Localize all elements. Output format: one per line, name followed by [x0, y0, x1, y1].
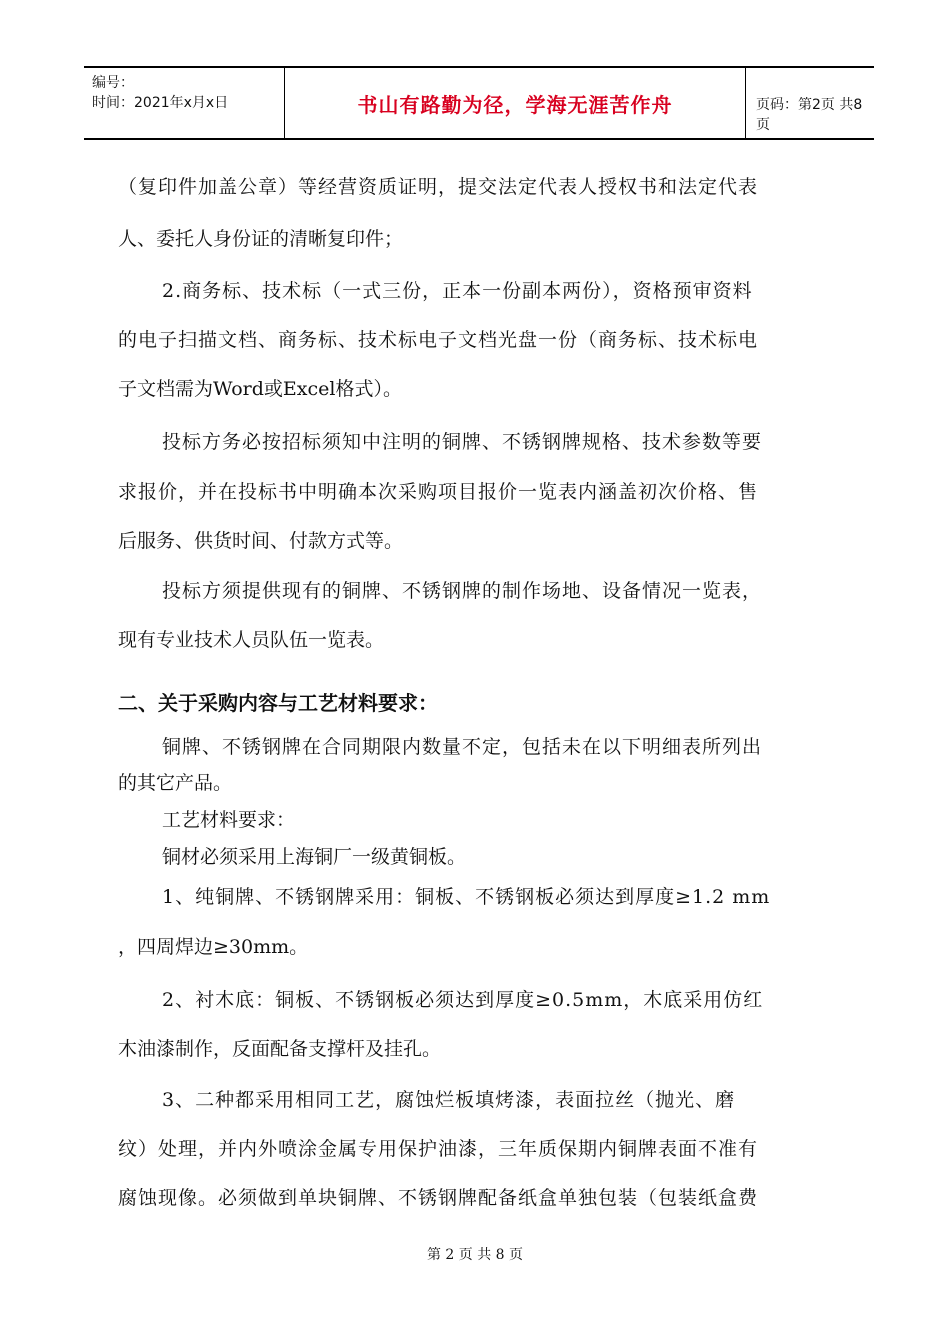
body-line-19: 木油漆制作，反面配备支撑杆及挂孔。 — [118, 1038, 442, 1060]
body-line-15: 铜材必须采用上海铜厂一级黄铜板。 — [162, 846, 467, 868]
document-date-label: 时间：2021年x月x日 — [92, 95, 229, 111]
body-line-13: 的其它产品。 — [118, 772, 233, 794]
body-line-4: 的电子扫描文档、商务标、技术标电子文档光盘一份（商务标、技术标电 — [118, 329, 759, 351]
body-line-22: 腐蚀现像。必须做到单块铜牌、不锈钢牌配备纸盒单独包装（包装纸盒费 — [118, 1187, 759, 1209]
body-line-2: 人、委托人身份证的清晰复印件； — [118, 228, 404, 250]
body-line-18: 2、衬木底：铜板、不锈钢板必须达到厚度≥0.5mm，木底采用仿红 — [162, 989, 764, 1011]
body-line-5: 子文档需为Word或Excel格式）。 — [118, 378, 402, 400]
body-line-1: （复印件加盖公章）等经营资质证明，提交法定代表人授权书和法定代表 — [118, 176, 759, 198]
body-line-7: 求报价，并在投标书中明确本次采购项目报价一览表内涵盖初次价格、售 — [118, 481, 759, 503]
header-motto: 书山有路勤为径，学海无涯苦作舟 — [357, 92, 673, 117]
header-page-info: 页码：第2页 共8页 — [756, 97, 863, 133]
body-line-14: 工艺材料要求： — [162, 809, 296, 831]
body-line-3: 2.商务标、技术标（一式三份，正本一份副本两份），资格预审资料 — [162, 280, 753, 302]
body-line-16: 1、纯铜牌、不锈钢牌采用：铜板、不锈钢板必须达到厚度≥1.2 mm — [162, 886, 771, 908]
body-line-10: 现有专业技术人员队伍一览表。 — [118, 629, 385, 651]
body-line-20: 3、二种都采用相同工艺，腐蚀烂板填烤漆，表面拉丝（抛光、磨 — [162, 1089, 736, 1111]
body-line-12: 铜牌、不锈钢牌在合同期限内数量不定，包括未在以下明细表所列出 — [162, 736, 763, 758]
body-line-9: 投标方须提供现有的铜牌、不锈钢牌的制作场地、设备情况一览表， — [162, 580, 763, 602]
page-footer: 第 2 页 共 8 页 — [426, 1247, 524, 1263]
page-header — [84, 66, 874, 140]
section-heading: 二、关于采购内容与工艺材料要求： — [118, 691, 438, 715]
header-meta — [84, 68, 284, 138]
header-motto-cell — [284, 68, 746, 138]
body-line-21: 纹）处理，并内外喷涂金属专用保护油漆，三年质保期内铜牌表面不准有 — [118, 1138, 759, 1160]
body-line-8: 后服务、供货时间、付款方式等。 — [118, 530, 404, 552]
body-line-17: ，四周焊边≥30mm。 — [118, 936, 309, 958]
body-line-6: 投标方务必按招标须知中注明的铜牌、不锈钢牌规格、技术参数等要 — [162, 431, 763, 453]
document-number-label: 编号： — [92, 75, 134, 91]
